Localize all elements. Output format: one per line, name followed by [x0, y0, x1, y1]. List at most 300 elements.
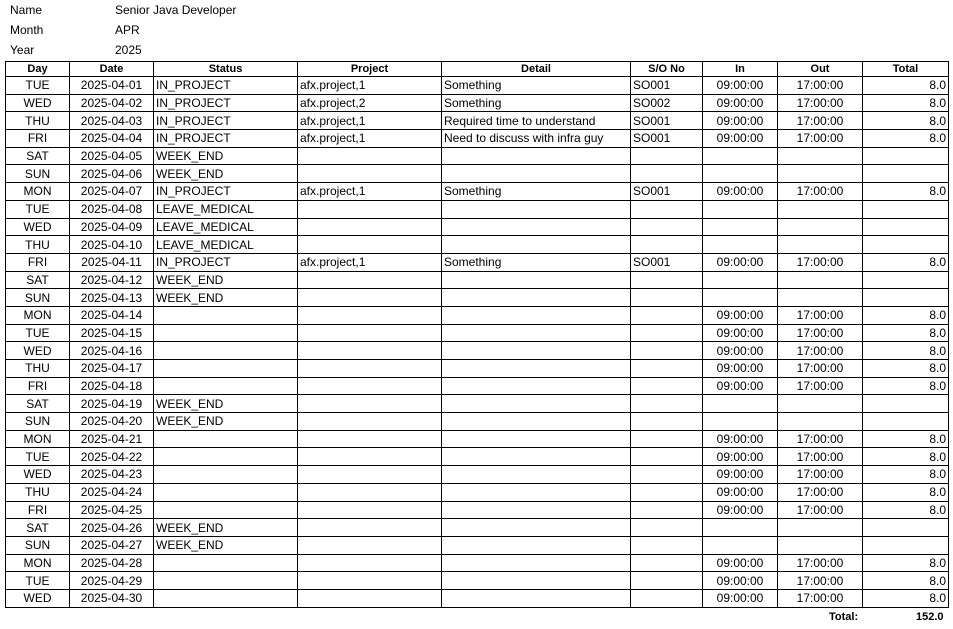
project-cell — [298, 395, 442, 413]
in-time-cell: 09:00:00 — [703, 306, 778, 324]
col-header-day: Day — [6, 62, 70, 77]
status-cell — [154, 377, 298, 395]
in-time-cell — [703, 271, 778, 289]
so-no-cell — [631, 589, 703, 607]
project-cell — [298, 236, 442, 254]
date-cell: 2025-04-12 — [70, 271, 154, 289]
in-time-cell: 09:00:00 — [703, 77, 778, 95]
day-cell: MON — [6, 554, 70, 572]
so-no-cell — [631, 501, 703, 519]
table-row — [6, 324, 949, 342]
day-cell: FRI — [6, 130, 70, 148]
total-cell — [863, 147, 949, 165]
project-cell — [298, 501, 442, 519]
date-cell: 2025-04-26 — [70, 519, 154, 537]
day-cell: THU — [6, 236, 70, 254]
date-cell: 2025-04-29 — [70, 572, 154, 590]
table-body — [6, 77, 949, 608]
out-time-cell: 17:00:00 — [778, 572, 863, 590]
out-time-cell: 17:00:00 — [778, 360, 863, 378]
status-cell — [154, 589, 298, 607]
header-row — [6, 62, 949, 77]
total-cell: 8.0 — [863, 130, 949, 148]
out-time-cell: 17:00:00 — [778, 448, 863, 466]
detail-cell — [442, 165, 631, 183]
project-cell — [298, 554, 442, 572]
project-cell — [298, 200, 442, 218]
in-time-cell: 09:00:00 — [703, 130, 778, 148]
so-no-cell: SO001 — [631, 112, 703, 130]
in-time-cell: 09:00:00 — [703, 94, 778, 112]
so-no-cell — [631, 413, 703, 431]
date-cell: 2025-04-01 — [70, 77, 154, 95]
day-cell: TUE — [6, 77, 70, 95]
project-cell: afx.project,2 — [298, 94, 442, 112]
date-cell: 2025-04-30 — [70, 589, 154, 607]
total-cell — [863, 200, 949, 218]
detail-cell: Need to discuss with infra guy — [442, 130, 631, 148]
out-time-cell — [778, 200, 863, 218]
total-cell — [863, 289, 949, 307]
month-value: APR — [115, 23, 140, 37]
table-row — [6, 218, 949, 236]
total-cell: 8.0 — [863, 324, 949, 342]
status-cell — [154, 572, 298, 590]
out-time-cell: 17:00:00 — [778, 77, 863, 95]
day-cell: WED — [6, 94, 70, 112]
out-time-cell — [778, 395, 863, 413]
detail-cell — [442, 572, 631, 590]
date-cell: 2025-04-27 — [70, 536, 154, 554]
in-time-cell: 09:00:00 — [703, 112, 778, 130]
table-row — [6, 147, 949, 165]
date-cell: 2025-04-02 — [70, 94, 154, 112]
out-time-cell — [778, 289, 863, 307]
in-time-cell: 09:00:00 — [703, 572, 778, 590]
so-no-cell: SO002 — [631, 94, 703, 112]
date-cell: 2025-04-20 — [70, 413, 154, 431]
detail-cell — [442, 413, 631, 431]
project-cell: afx.project,1 — [298, 77, 442, 95]
in-time-cell: 09:00:00 — [703, 483, 778, 501]
status-cell — [154, 324, 298, 342]
table-row — [6, 430, 949, 448]
table-row — [6, 554, 949, 572]
project-cell: afx.project,1 — [298, 130, 442, 148]
status-cell: IN_PROJECT — [154, 112, 298, 130]
in-time-cell: 09:00:00 — [703, 324, 778, 342]
total-cell — [863, 413, 949, 431]
table-row — [6, 94, 949, 112]
project-cell: afx.project,1 — [298, 253, 442, 271]
detail-cell — [442, 342, 631, 360]
detail-cell — [442, 360, 631, 378]
so-no-cell — [631, 236, 703, 254]
day-cell: WED — [6, 342, 70, 360]
in-time-cell — [703, 289, 778, 307]
project-cell — [298, 271, 442, 289]
day-cell: FRI — [6, 253, 70, 271]
day-cell: SAT — [6, 519, 70, 537]
total-cell — [863, 395, 949, 413]
project-cell — [298, 572, 442, 590]
col-header-total: Total — [863, 62, 949, 77]
status-cell: WEEK_END — [154, 413, 298, 431]
table-row — [6, 236, 949, 254]
project-cell — [298, 430, 442, 448]
in-time-cell: 09:00:00 — [703, 589, 778, 607]
so-no-cell — [631, 377, 703, 395]
project-cell — [298, 413, 442, 431]
so-no-cell — [631, 306, 703, 324]
detail-cell — [442, 430, 631, 448]
year-value: 2025 — [115, 43, 142, 57]
date-cell: 2025-04-10 — [70, 236, 154, 254]
meta-year-row — [10, 40, 410, 60]
detail-cell — [442, 271, 631, 289]
detail-cell: Something — [442, 183, 631, 201]
day-cell: FRI — [6, 377, 70, 395]
status-cell: WEEK_END — [154, 271, 298, 289]
project-cell — [298, 536, 442, 554]
table-row — [6, 271, 949, 289]
detail-cell — [442, 519, 631, 537]
in-time-cell: 09:00:00 — [703, 501, 778, 519]
col-header-date: Date — [70, 62, 154, 77]
out-time-cell — [778, 218, 863, 236]
out-time-cell: 17:00:00 — [778, 501, 863, 519]
col-header-out: Out — [778, 62, 863, 77]
in-time-cell: 09:00:00 — [703, 183, 778, 201]
detail-cell: Required time to understand — [442, 112, 631, 130]
status-cell: WEEK_END — [154, 395, 298, 413]
status-cell: IN_PROJECT — [154, 183, 298, 201]
total-cell: 8.0 — [863, 77, 949, 95]
in-time-cell — [703, 200, 778, 218]
so-no-cell — [631, 395, 703, 413]
name-value: Senior Java Developer — [115, 3, 237, 17]
total-cell — [863, 218, 949, 236]
detail-cell — [442, 466, 631, 484]
project-cell — [298, 483, 442, 501]
date-cell: 2025-04-09 — [70, 218, 154, 236]
detail-cell — [442, 448, 631, 466]
project-cell — [298, 165, 442, 183]
day-cell: THU — [6, 360, 70, 378]
date-cell: 2025-04-15 — [70, 324, 154, 342]
total-cell: 8.0 — [863, 183, 949, 201]
status-cell: LEAVE_MEDICAL — [154, 200, 298, 218]
status-cell: IN_PROJECT — [154, 253, 298, 271]
total-cell: 8.0 — [863, 253, 949, 271]
total-cell: 8.0 — [863, 360, 949, 378]
status-cell — [154, 554, 298, 572]
out-time-cell — [778, 147, 863, 165]
table-row — [6, 200, 949, 218]
date-cell: 2025-04-07 — [70, 183, 154, 201]
detail-cell — [442, 377, 631, 395]
year-label: Year — [10, 43, 35, 57]
in-time-cell — [703, 536, 778, 554]
so-no-cell — [631, 360, 703, 378]
detail-cell — [442, 218, 631, 236]
name-label: Name — [10, 3, 43, 17]
day-cell: MON — [6, 430, 70, 448]
project-cell — [298, 466, 442, 484]
date-cell: 2025-04-22 — [70, 448, 154, 466]
in-time-cell: 09:00:00 — [703, 466, 778, 484]
out-time-cell: 17:00:00 — [778, 183, 863, 201]
total-cell — [863, 236, 949, 254]
detail-cell — [442, 554, 631, 572]
table-row — [6, 360, 949, 378]
total-cell: 8.0 — [863, 306, 949, 324]
table-row — [6, 130, 949, 148]
status-cell: WEEK_END — [154, 519, 298, 537]
table-row — [6, 77, 949, 95]
so-no-cell: SO001 — [631, 130, 703, 148]
status-cell — [154, 483, 298, 501]
detail-cell — [442, 236, 631, 254]
detail-cell — [442, 395, 631, 413]
table-row — [6, 448, 949, 466]
day-cell: SUN — [6, 413, 70, 431]
out-time-cell — [778, 165, 863, 183]
so-no-cell — [631, 271, 703, 289]
status-cell: WEEK_END — [154, 536, 298, 554]
out-time-cell: 17:00:00 — [778, 377, 863, 395]
out-time-cell: 17:00:00 — [778, 94, 863, 112]
out-time-cell: 17:00:00 — [778, 483, 863, 501]
out-time-cell: 17:00:00 — [778, 306, 863, 324]
out-time-cell — [778, 519, 863, 537]
date-cell: 2025-04-05 — [70, 147, 154, 165]
out-time-cell: 17:00:00 — [778, 130, 863, 148]
so-no-cell — [631, 165, 703, 183]
status-cell: IN_PROJECT — [154, 94, 298, 112]
project-cell — [298, 289, 442, 307]
so-no-cell — [631, 200, 703, 218]
so-no-cell — [631, 448, 703, 466]
table-row — [6, 589, 949, 607]
project-cell — [298, 589, 442, 607]
month-label: Month — [10, 23, 44, 37]
table-row — [6, 342, 949, 360]
table-row — [6, 395, 949, 413]
total-cell — [863, 271, 949, 289]
date-cell: 2025-04-08 — [70, 200, 154, 218]
day-cell: WED — [6, 466, 70, 484]
detail-cell — [442, 483, 631, 501]
out-time-cell: 17:00:00 — [778, 589, 863, 607]
detail-cell: Something — [442, 94, 631, 112]
day-cell: SUN — [6, 165, 70, 183]
in-time-cell: 09:00:00 — [703, 448, 778, 466]
project-cell — [298, 147, 442, 165]
meta-name-row — [10, 0, 410, 20]
out-time-cell: 17:00:00 — [778, 342, 863, 360]
detail-cell — [442, 147, 631, 165]
out-time-cell: 17:00:00 — [778, 324, 863, 342]
in-time-cell — [703, 395, 778, 413]
day-cell: SAT — [6, 395, 70, 413]
day-cell: SUN — [6, 289, 70, 307]
date-cell: 2025-04-18 — [70, 377, 154, 395]
out-time-cell — [778, 271, 863, 289]
grand-total-value: 152.0 — [916, 611, 944, 623]
table-row — [6, 413, 949, 431]
status-cell: WEEK_END — [154, 165, 298, 183]
day-cell: WED — [6, 589, 70, 607]
status-cell: IN_PROJECT — [154, 77, 298, 95]
detail-cell — [442, 289, 631, 307]
out-time-cell — [778, 536, 863, 554]
out-time-cell — [778, 413, 863, 431]
project-cell — [298, 324, 442, 342]
in-time-cell: 09:00:00 — [703, 342, 778, 360]
out-time-cell: 17:00:00 — [778, 430, 863, 448]
day-cell: TUE — [6, 572, 70, 590]
in-time-cell — [703, 165, 778, 183]
detail-cell — [442, 589, 631, 607]
table-row — [6, 183, 949, 201]
project-cell — [298, 218, 442, 236]
in-time-cell: 09:00:00 — [703, 253, 778, 271]
total-cell — [863, 519, 949, 537]
total-cell: 8.0 — [863, 483, 949, 501]
so-no-cell — [631, 430, 703, 448]
day-cell: SAT — [6, 147, 70, 165]
table-header — [6, 62, 949, 77]
in-time-cell: 09:00:00 — [703, 377, 778, 395]
out-time-cell: 17:00:00 — [778, 112, 863, 130]
in-time-cell — [703, 519, 778, 537]
in-time-cell — [703, 147, 778, 165]
detail-cell — [442, 324, 631, 342]
so-no-cell: SO001 — [631, 253, 703, 271]
date-cell: 2025-04-28 — [70, 554, 154, 572]
timesheet-table — [5, 61, 949, 608]
table-row — [6, 306, 949, 324]
table-row — [6, 519, 949, 537]
table-row — [6, 253, 949, 271]
total-cell: 8.0 — [863, 377, 949, 395]
so-no-cell — [631, 324, 703, 342]
table-row — [6, 289, 949, 307]
project-cell — [298, 306, 442, 324]
detail-cell: Something — [442, 253, 631, 271]
so-no-cell — [631, 466, 703, 484]
detail-cell — [442, 200, 631, 218]
status-cell — [154, 342, 298, 360]
day-cell: THU — [6, 112, 70, 130]
table-row — [6, 572, 949, 590]
status-cell: WEEK_END — [154, 289, 298, 307]
detail-cell — [442, 536, 631, 554]
day-cell: TUE — [6, 324, 70, 342]
out-time-cell — [778, 236, 863, 254]
table-row — [6, 112, 949, 130]
status-cell — [154, 306, 298, 324]
day-cell: THU — [6, 483, 70, 501]
in-time-cell: 09:00:00 — [703, 430, 778, 448]
total-cell: 8.0 — [863, 572, 949, 590]
date-cell: 2025-04-11 — [70, 253, 154, 271]
in-time-cell: 09:00:00 — [703, 554, 778, 572]
status-cell: IN_PROJECT — [154, 130, 298, 148]
table-row — [6, 466, 949, 484]
project-cell — [298, 448, 442, 466]
date-cell: 2025-04-14 — [70, 306, 154, 324]
project-cell — [298, 377, 442, 395]
day-cell: TUE — [6, 448, 70, 466]
col-header-status: Status — [154, 62, 298, 77]
project-cell — [298, 519, 442, 537]
table-row — [6, 377, 949, 395]
in-time-cell: 09:00:00 — [703, 360, 778, 378]
project-cell: afx.project,1 — [298, 112, 442, 130]
so-no-cell — [631, 554, 703, 572]
project-cell — [298, 342, 442, 360]
col-header-in: In — [703, 62, 778, 77]
status-cell: LEAVE_MEDICAL — [154, 218, 298, 236]
project-cell: afx.project,1 — [298, 183, 442, 201]
status-cell — [154, 501, 298, 519]
so-no-cell: SO001 — [631, 183, 703, 201]
table-row — [6, 165, 949, 183]
date-cell: 2025-04-23 — [70, 466, 154, 484]
so-no-cell — [631, 483, 703, 501]
col-header-so-no: S/O No — [631, 62, 703, 77]
date-cell: 2025-04-06 — [70, 165, 154, 183]
col-header-project: Project — [298, 62, 442, 77]
date-cell: 2025-04-19 — [70, 395, 154, 413]
total-cell: 8.0 — [863, 342, 949, 360]
day-cell: FRI — [6, 501, 70, 519]
total-cell — [863, 165, 949, 183]
total-cell: 8.0 — [863, 94, 949, 112]
in-time-cell — [703, 218, 778, 236]
total-cell: 8.0 — [863, 589, 949, 607]
date-cell: 2025-04-03 — [70, 112, 154, 130]
total-cell: 8.0 — [863, 466, 949, 484]
in-time-cell — [703, 413, 778, 431]
date-cell: 2025-04-04 — [70, 130, 154, 148]
status-cell — [154, 466, 298, 484]
grand-total-label: Total: — [829, 611, 859, 623]
meta-month-row — [10, 20, 410, 40]
day-cell: SUN — [6, 536, 70, 554]
out-time-cell: 17:00:00 — [778, 253, 863, 271]
day-cell: SAT — [6, 271, 70, 289]
status-cell: LEAVE_MEDICAL — [154, 236, 298, 254]
out-time-cell: 17:00:00 — [778, 466, 863, 484]
day-cell: WED — [6, 218, 70, 236]
status-cell — [154, 360, 298, 378]
date-cell: 2025-04-13 — [70, 289, 154, 307]
so-no-cell — [631, 218, 703, 236]
in-time-cell — [703, 236, 778, 254]
table-row — [6, 501, 949, 519]
so-no-cell — [631, 572, 703, 590]
date-cell: 2025-04-25 — [70, 501, 154, 519]
total-cell: 8.0 — [863, 112, 949, 130]
so-no-cell — [631, 289, 703, 307]
so-no-cell — [631, 342, 703, 360]
day-cell: TUE — [6, 200, 70, 218]
date-cell: 2025-04-17 — [70, 360, 154, 378]
detail-cell — [442, 306, 631, 324]
